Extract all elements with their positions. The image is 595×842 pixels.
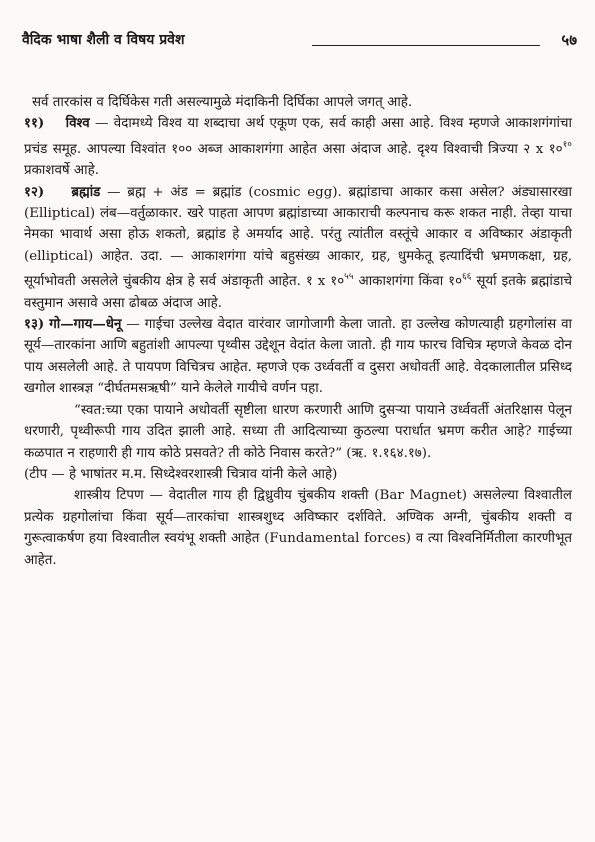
exponent: ६६	[462, 272, 472, 283]
entry-text-end: प्रकाशवर्षे आहे.	[24, 163, 99, 179]
exponent: ५५	[344, 272, 354, 283]
rigveda-quote: “स्वत:च्या एका पायाने अधोवर्ती सृष्टीला धारण करणारी आणि दुसऱ्या पायाने उर्ध्ववर्ती अंतरिक्षास पेलून धरणारी, पृथ्वीरूपी गाय उदित झाली आहे. सध्या ती आदित्याच्या कुठल्या परार्धात भ्रमण करीत आहे? गाईच्या कळपात न राहणारी ही गाय कोठे प्रसवते? ती कोठे निवास करते?” (ऋ. १.१६४.१७).	[24, 402, 572, 461]
translation-note: (टीप — हे भाषांतर म.म. सिध्देश्वरशास्त्री चित्राव यांनी केले आहे)	[24, 466, 338, 482]
entry-text-end: सूर्या इतके ब्रह्मांडाचे वस्तुमान असावे असा ढोबळ अंदाज आहे.	[24, 274, 572, 311]
entry-brahmand	[24, 182, 572, 314]
running-head-rule	[312, 45, 540, 46]
entry-go-gaay-dhenu	[24, 314, 572, 400]
exponent: १०	[562, 139, 572, 150]
entry-term: विश्व	[65, 115, 90, 132]
entry-term: ब्रह्मांड	[71, 183, 101, 200]
entry-number: १३)	[24, 316, 45, 333]
page-number: ५७	[561, 31, 577, 49]
entry-text-middle: आकाशगंगा किंवा १०	[353, 274, 463, 290]
entry-vishva	[24, 113, 572, 181]
entry-number: ११)	[24, 115, 45, 132]
intro-paragraph: सर्व तारकांस व दिर्घिकेस गती असल्यामुळे मंदाकिनी दिर्घिका आपले जगत् आहे.	[32, 95, 413, 110]
scientific-note: शास्त्रीय टिपण — वेदातील गाय ही द्विध्रुवीय चुंबकीय शक्ती (Bar Magnet) असलेल्या विश्वातील प्रत्येक ग्रहगोलांचा किंवा सूर्य—तारकांचा शास्त्रशुध्द अविष्कार दर्शविते. अण्विक अग्नी, चुंबकीय शक्ती व गुरूत्वाकर्षण हया विश्वातील स्वयंभू शक्ती आहेत (Fundamental forces) व त्या विश्वनिर्मितीला कारणीभूत आहेत.	[24, 488, 572, 568]
entry-text: — ब्रह्म + अंड = ब्रह्मांड (cosmic egg). ब्रह्मांडाचा आकार कसा असेल? अंड्यासारखा (Elliptical) लंब—वर्तुळाकार. खरे पाहता आपण ब्रह्मांडाच्या आकाराची कल्पनाच करू शकत नाही. तेव्हा याचा नेमका भावार्थ असा होऊ शकतो, ब्रह्मांड हे अमर्याद आहे. परंतु त्यांतील वस्तूंचे आकार व अविष्कार अंडाकृती (elliptical) आहेत. उदा. — आकाशगंगा यांचे बहुसंख्य आकार, ग्रह, धुमकेतू इत्यादिंची भ्रमणकक्षा, ग्रह, सूर्याभोवती असलेले चुंबकीय क्षेत्र हे सर्व अंडाकृती आहेत. १ x १०	[24, 184, 573, 290]
entry-text: — वेदामध्ये विश्व या शब्दाचा अर्थ एकूण एक, सर्व काही असा आहे. विश्व म्हणजे आकाशगंगांचा प्रचंड समूह. आपल्या विश्वांत १०० अब्ज आकाशगंगा आहेत असा अंदाज आहे. दृश्य विश्वाची त्रिज्या २ x १०	[24, 116, 572, 157]
entry-number: १२)	[24, 183, 45, 200]
running-head	[22, 30, 577, 54]
entry-text: — गाईचा उल्लेख वेदात वारंवार जागोजागी केला जातो. हा उल्लेख कोणत्याही ग्रहगोलांस वा सूर्य—तारकांना आणि बहुतांशी आपल्या पृथ्वीस उद्देशून वेदांत केला जातो. ही गाय फारच विचित्र म्हणजे केवळ दोन पाय असलेली आहे. ते पायपण विचित्रच आहेत. म्हणजे एक उर्ध्ववर्ती व दुसरा अधोवर्ती आहे. वेदकालातील प्रसिध्द खगोल शास्त्रज्ञ “दीर्घतमसऋषी” याने केलेले गायीचे वर्णन पहा.	[24, 317, 572, 397]
body-text	[24, 92, 572, 571]
running-head-title: वैदिक भाषा शैली व विषय प्रवेश	[22, 32, 185, 48]
entry-term: गो—गाय—धेनू	[49, 316, 122, 333]
